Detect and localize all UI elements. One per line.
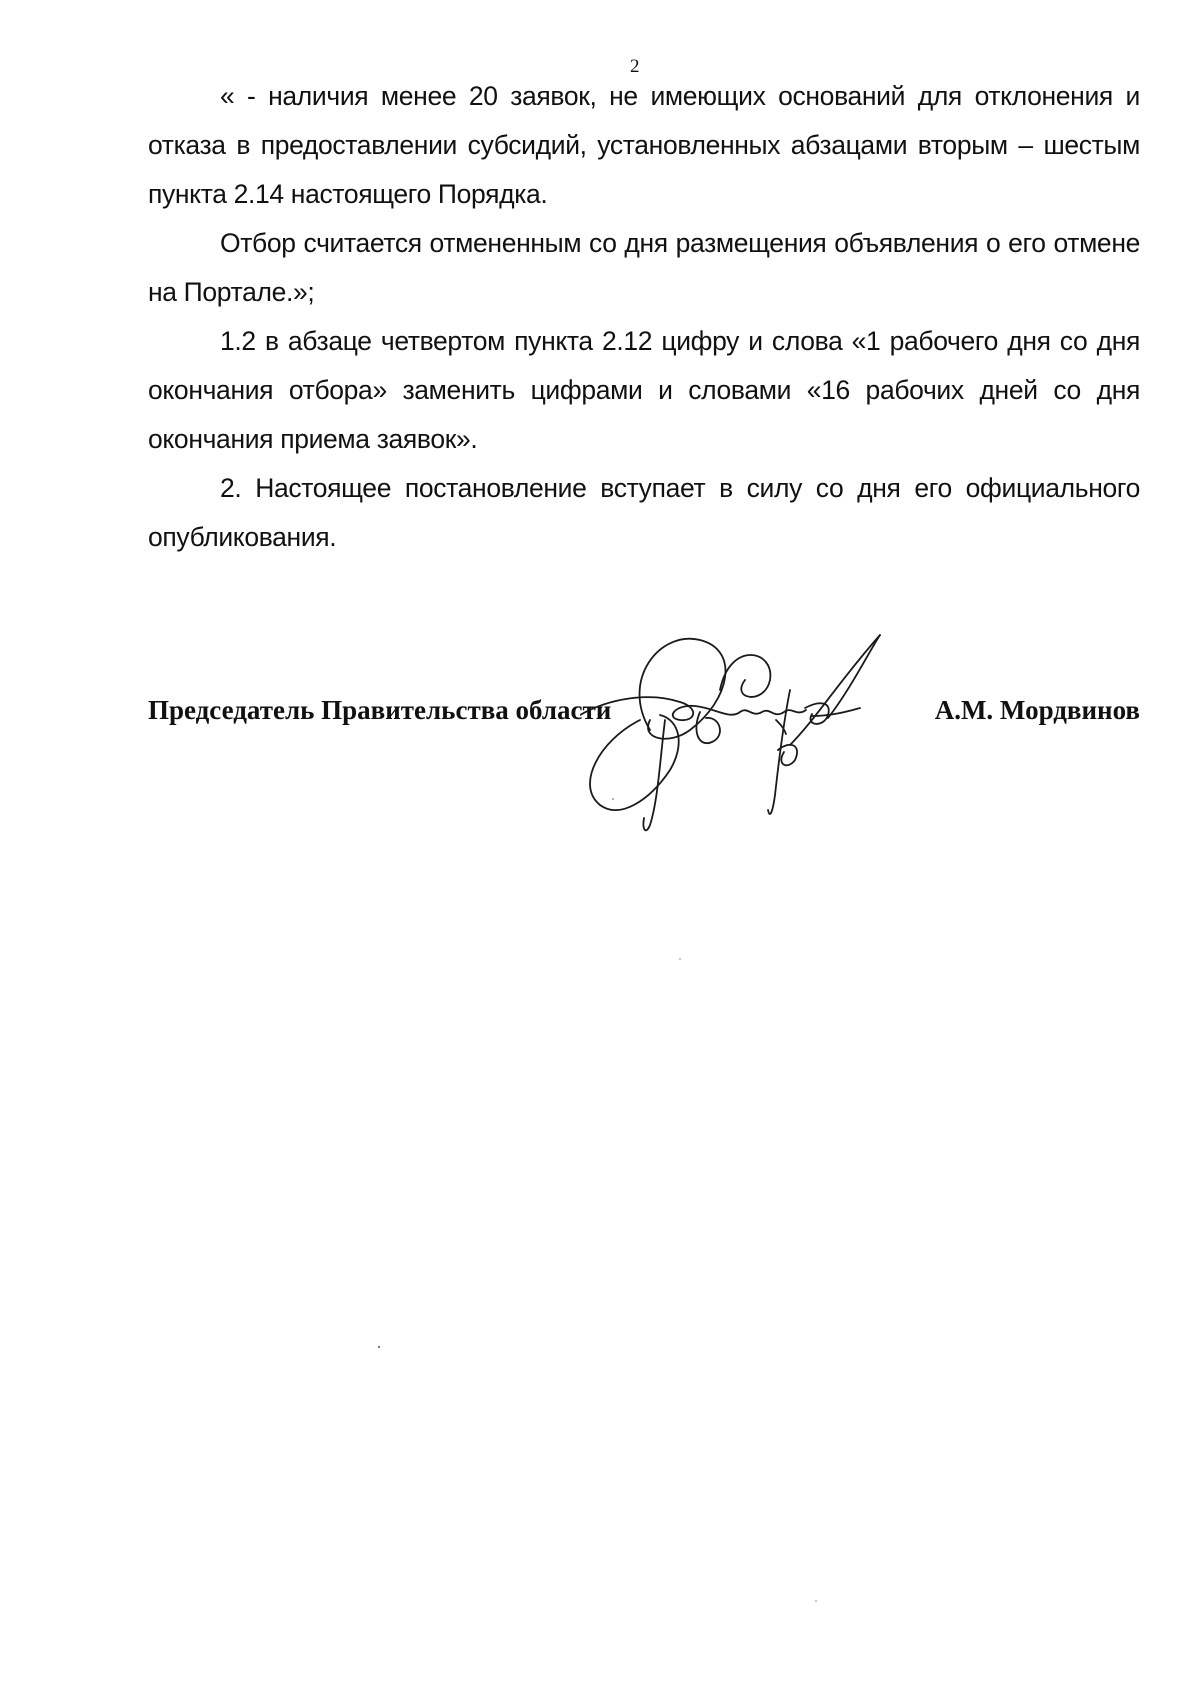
scan-speck: [815, 1600, 817, 1602]
scan-speck: [378, 1346, 380, 1348]
paragraph-amendment: 1.2 в абзаце четвертом пункта 2.12 цифру и слова «1 рабочего дня со дня окончания отбора» заменить цифрами и словами «16 рабочих дней со дня окончания приема заявок».: [148, 326, 1140, 454]
paragraph-condition: « - наличия менее 20 заявок, не имеющих оснований для отклонения и отказа в предоставлении субсидий, установленных абзацами вторым – шестым пункта 2.14 настоящего Порядка.: [148, 81, 1140, 209]
handwritten-signature: [580, 620, 940, 835]
scan-speck: [612, 798, 614, 800]
scan-speck: [679, 958, 681, 960]
document-body: [148, 72, 1140, 562]
paragraph-effective-date: 2. Настоящее постановление вступает в силу со дня его официального опубликования.: [148, 473, 1140, 552]
signatory-title: Председатель Правительства области: [148, 695, 612, 725]
page-number: 2: [630, 56, 640, 77]
paragraph-cancellation: Отбор считается отмененным со дня размещения объявления о его отмене на Портале.»;: [148, 228, 1140, 307]
signatory-name: А.М. Мордвинов: [934, 695, 1140, 725]
